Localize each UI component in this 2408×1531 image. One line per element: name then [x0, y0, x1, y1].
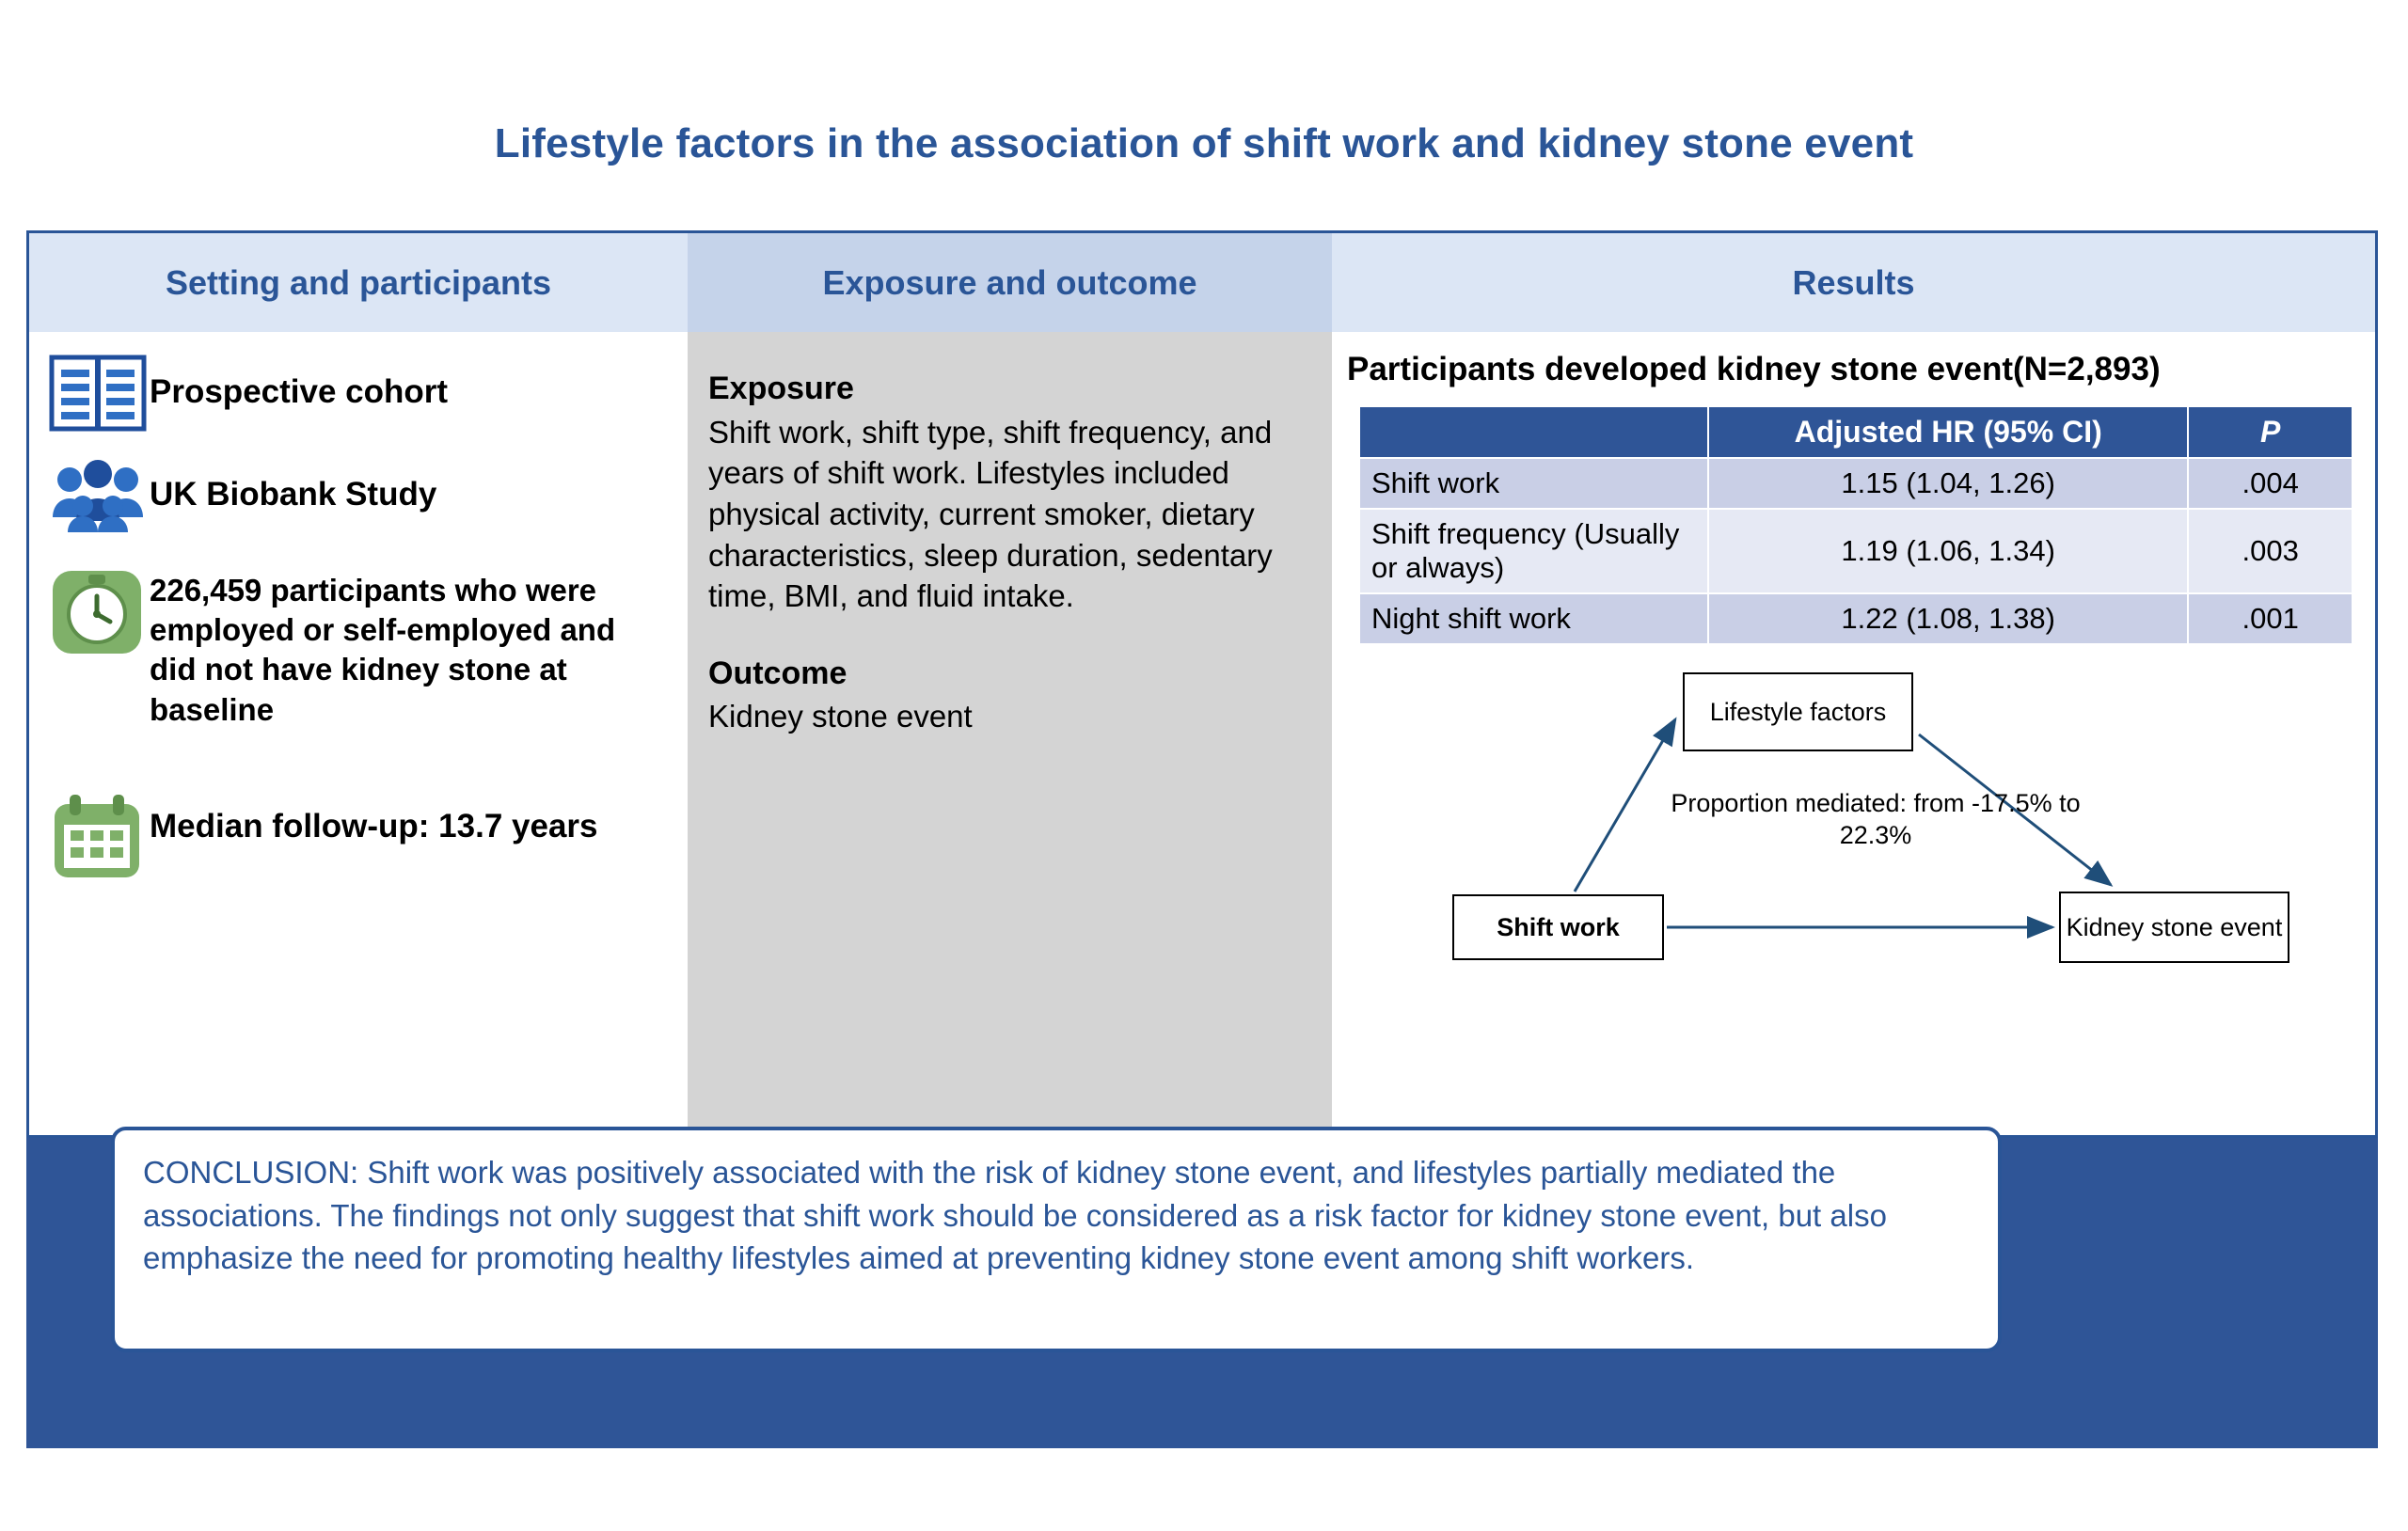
row-hr: 1.19 (1.06, 1.34) — [1708, 509, 2189, 593]
row-p: .001 — [2188, 593, 2353, 644]
mediation-box-lifestyle: Lifestyle factors — [1683, 672, 1913, 751]
stopwatch-icon — [46, 565, 150, 659]
column-header-results: Results — [1332, 233, 2375, 332]
mediation-diagram — [1358, 661, 2353, 971]
setting-item-label: UK Biobank Study — [150, 476, 437, 513]
people-group-icon — [46, 459, 150, 534]
row-p: .003 — [2188, 509, 2353, 593]
column-results — [1332, 332, 2375, 1133]
table-row — [1359, 509, 2353, 593]
row-hr: 1.15 (1.04, 1.26) — [1708, 458, 2189, 509]
mediation-box-shift-work: Shift work — [1452, 894, 1664, 960]
row-label: Shift work — [1359, 458, 1708, 509]
results-table-title: Participants developed kidney stone event(N=2,893) — [1347, 351, 2161, 387]
table-row — [1359, 593, 2353, 644]
outcome-text: Kidney stone event — [708, 699, 973, 734]
row-hr: 1.22 (1.08, 1.38) — [1708, 593, 2189, 644]
row-label: Shift frequency (Usually or always) — [1359, 509, 1708, 593]
row-p: .004 — [2188, 458, 2353, 509]
exposure-text: Shift work, shift type, shift frequency, and years of shift work. Lifestyles included physical activity, current smoker, dietary characteristics, sleep duration, sedentary time, BMI, and fluid intake. — [708, 414, 1273, 614]
results-table — [1358, 405, 2353, 645]
table-row — [1359, 458, 2353, 509]
outcome-label: Outcome — [708, 655, 848, 691]
column-exposure-outcome — [688, 332, 1332, 1133]
conclusion-box: CONCLUSION: Shift work was positively associated with the risk of kidney stone event, and lifestyles partially mediated the associations. The findings not only suggest that shift work should be considered as a risk factor for kidney stone event, but also emphasize the need for promoting healthy lifestyles aimed at preventing kidney stone event among shift workers. — [111, 1127, 2002, 1352]
column-header-exposure: Exposure and outcome — [688, 233, 1332, 332]
open-book-icon — [46, 353, 150, 434]
table-header-blank — [1359, 406, 1708, 458]
column-header-setting: Setting and participants — [29, 233, 688, 332]
setting-item-prospective-cohort — [46, 353, 667, 434]
table-header-hr: Adjusted HR (95% CI) — [1708, 406, 2189, 458]
setting-item-participants — [46, 565, 667, 730]
setting-item-uk-biobank — [46, 459, 667, 534]
column-setting-participants — [29, 332, 688, 1133]
setting-item-label: Median follow-up: 13.7 years — [150, 808, 598, 844]
row-label: Night shift work — [1359, 593, 1708, 644]
page-title: Lifestyle factors in the association of shift work and kidney stone event — [494, 120, 1914, 166]
mediation-proportion-label: Proportion mediated: from -17.5% to 22.3% — [1671, 789, 2081, 849]
table-header-p: P — [2188, 406, 2353, 458]
setting-item-follow-up — [46, 793, 667, 883]
setting-item-label: 226,459 participants who were employed or self-employed and did not have kidney stone at baseline — [150, 573, 616, 727]
setting-item-label: Prospective cohort — [150, 373, 449, 410]
mediation-box-kidney-stone: Kidney stone event — [2059, 892, 2289, 963]
graphical-abstract-frame — [26, 230, 2378, 1138]
exposure-label: Exposure — [708, 371, 854, 406]
table-header-row — [1359, 406, 2353, 458]
calendar-icon — [46, 793, 150, 883]
